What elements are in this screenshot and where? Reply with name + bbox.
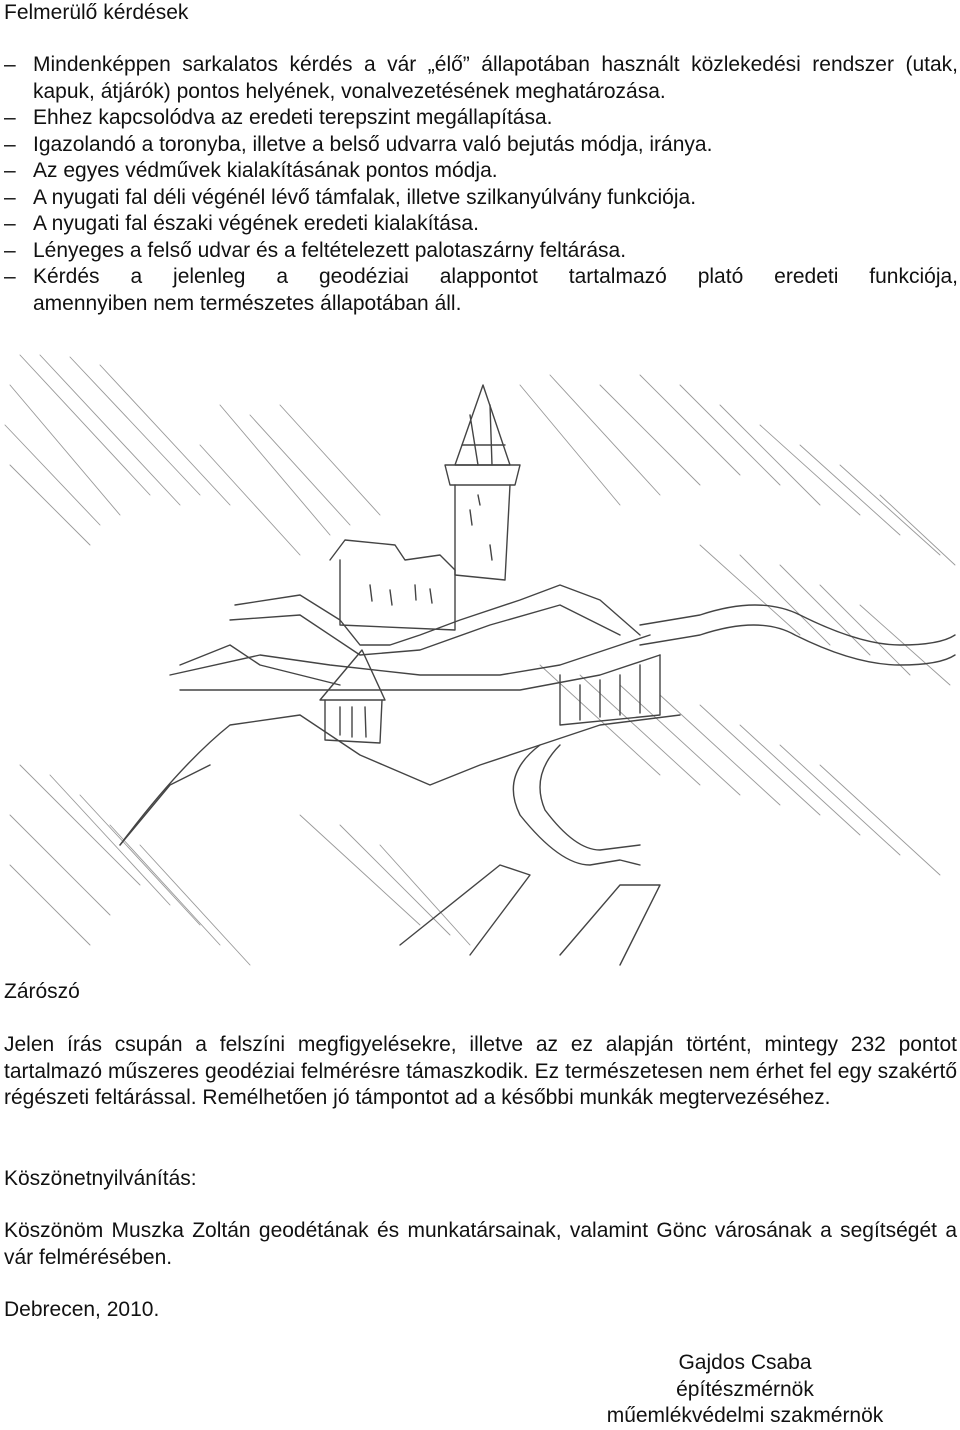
dash-bullet: – [4,238,16,262]
list-item [0,132,958,159]
list-item [0,211,958,238]
dash-bullet: – [4,132,16,156]
tower-spire [455,385,510,465]
dash-bullet: – [4,185,16,209]
dash-bullet: – [4,212,16,235]
gatehouse-roof [320,650,385,700]
author-specialisation: műemlékvédelmi szakmérnök [606,1404,884,1427]
list-item-text-continued: amennyiben nem természetes állapotában áll. [33,291,462,315]
section-title-questions: Felmerülő kérdések [4,1,189,24]
author-name: Gajdos Csaba [678,1351,812,1374]
sketch-strokes [5,355,955,965]
list-item-text: A nyugati fal déli végénél lévő támfalak, illetve szilkanyúlvány funkciója. [33,185,697,209]
background-hatching [5,355,955,965]
castle-sketch-illustration [0,345,960,980]
author-role: építészmérnök [676,1377,814,1401]
tower-body [455,485,510,580]
dash-bullet: – [4,53,16,76]
signature-block [585,1350,960,1430]
dash-bullet: – [4,265,16,288]
list-item [0,158,958,185]
acknowledgements-paragraph: Köszönöm Muszka Zoltán geodétának és munkatársainak, valamint Gönc városának a segítségét a vár felmérésében. [4,1219,957,1269]
main-hall-roof [330,540,455,570]
section-title-acknowledgements: Köszönetnyilvánítás: [4,1167,197,1190]
list-item-text: Kérdés a jelenleg a geodéziai alappontot tartalmazó plató eredeti funkciója, [33,265,958,288]
list-item [0,264,958,317]
list-item-text: Ehhez kapcsolódva az eredeti terepszint megállapítása. [33,106,553,129]
section-title-closing: Zárószó [4,980,80,1003]
dash-bullet: – [4,106,16,129]
list-item-text: Lényeges a felső udvar és a feltételezett palotaszárny feltárása. [33,238,627,262]
list-item [0,185,958,212]
dash-bullet: – [4,159,16,182]
list-item-text: Az egyes védművek kialakításának pontos módja. [33,159,498,182]
closing-paragraph: Jelen írás csupán a felszíni megfigyelésekre, illetve az ez alapján történt, mintegy 232 pontot tartalmazó műszeres geodéziai felmérésre támaszkodik. Ez természetesen nem érhet fel egy szakértő régészeti feltárással. Remélhetően jó támpontot ad a későbbi munkák megtervezéséhez. [4,1033,957,1109]
list-item-text: A nyugati fal északi végének eredeti kialakítása. [33,212,479,235]
winding-road [640,605,955,645]
list-item [0,105,958,132]
place-and-date: Debrecen, 2010. [4,1298,160,1321]
questions-list [0,52,958,317]
outer-wall [170,635,650,675]
list-item-text: Igazolandó a toronyba, illetve a belső udvarra való bejutás módja, iránya. [33,132,713,156]
list-item [0,238,958,265]
list-item [0,52,958,105]
list-item-text: Mindenképpen sarkalatos kérdés a vár „élő” állapotában használt közlekedési rendszer (utak, kapuk, átjárók) pontos helyének, vonalvezetésének meghatározása. [33,53,958,103]
